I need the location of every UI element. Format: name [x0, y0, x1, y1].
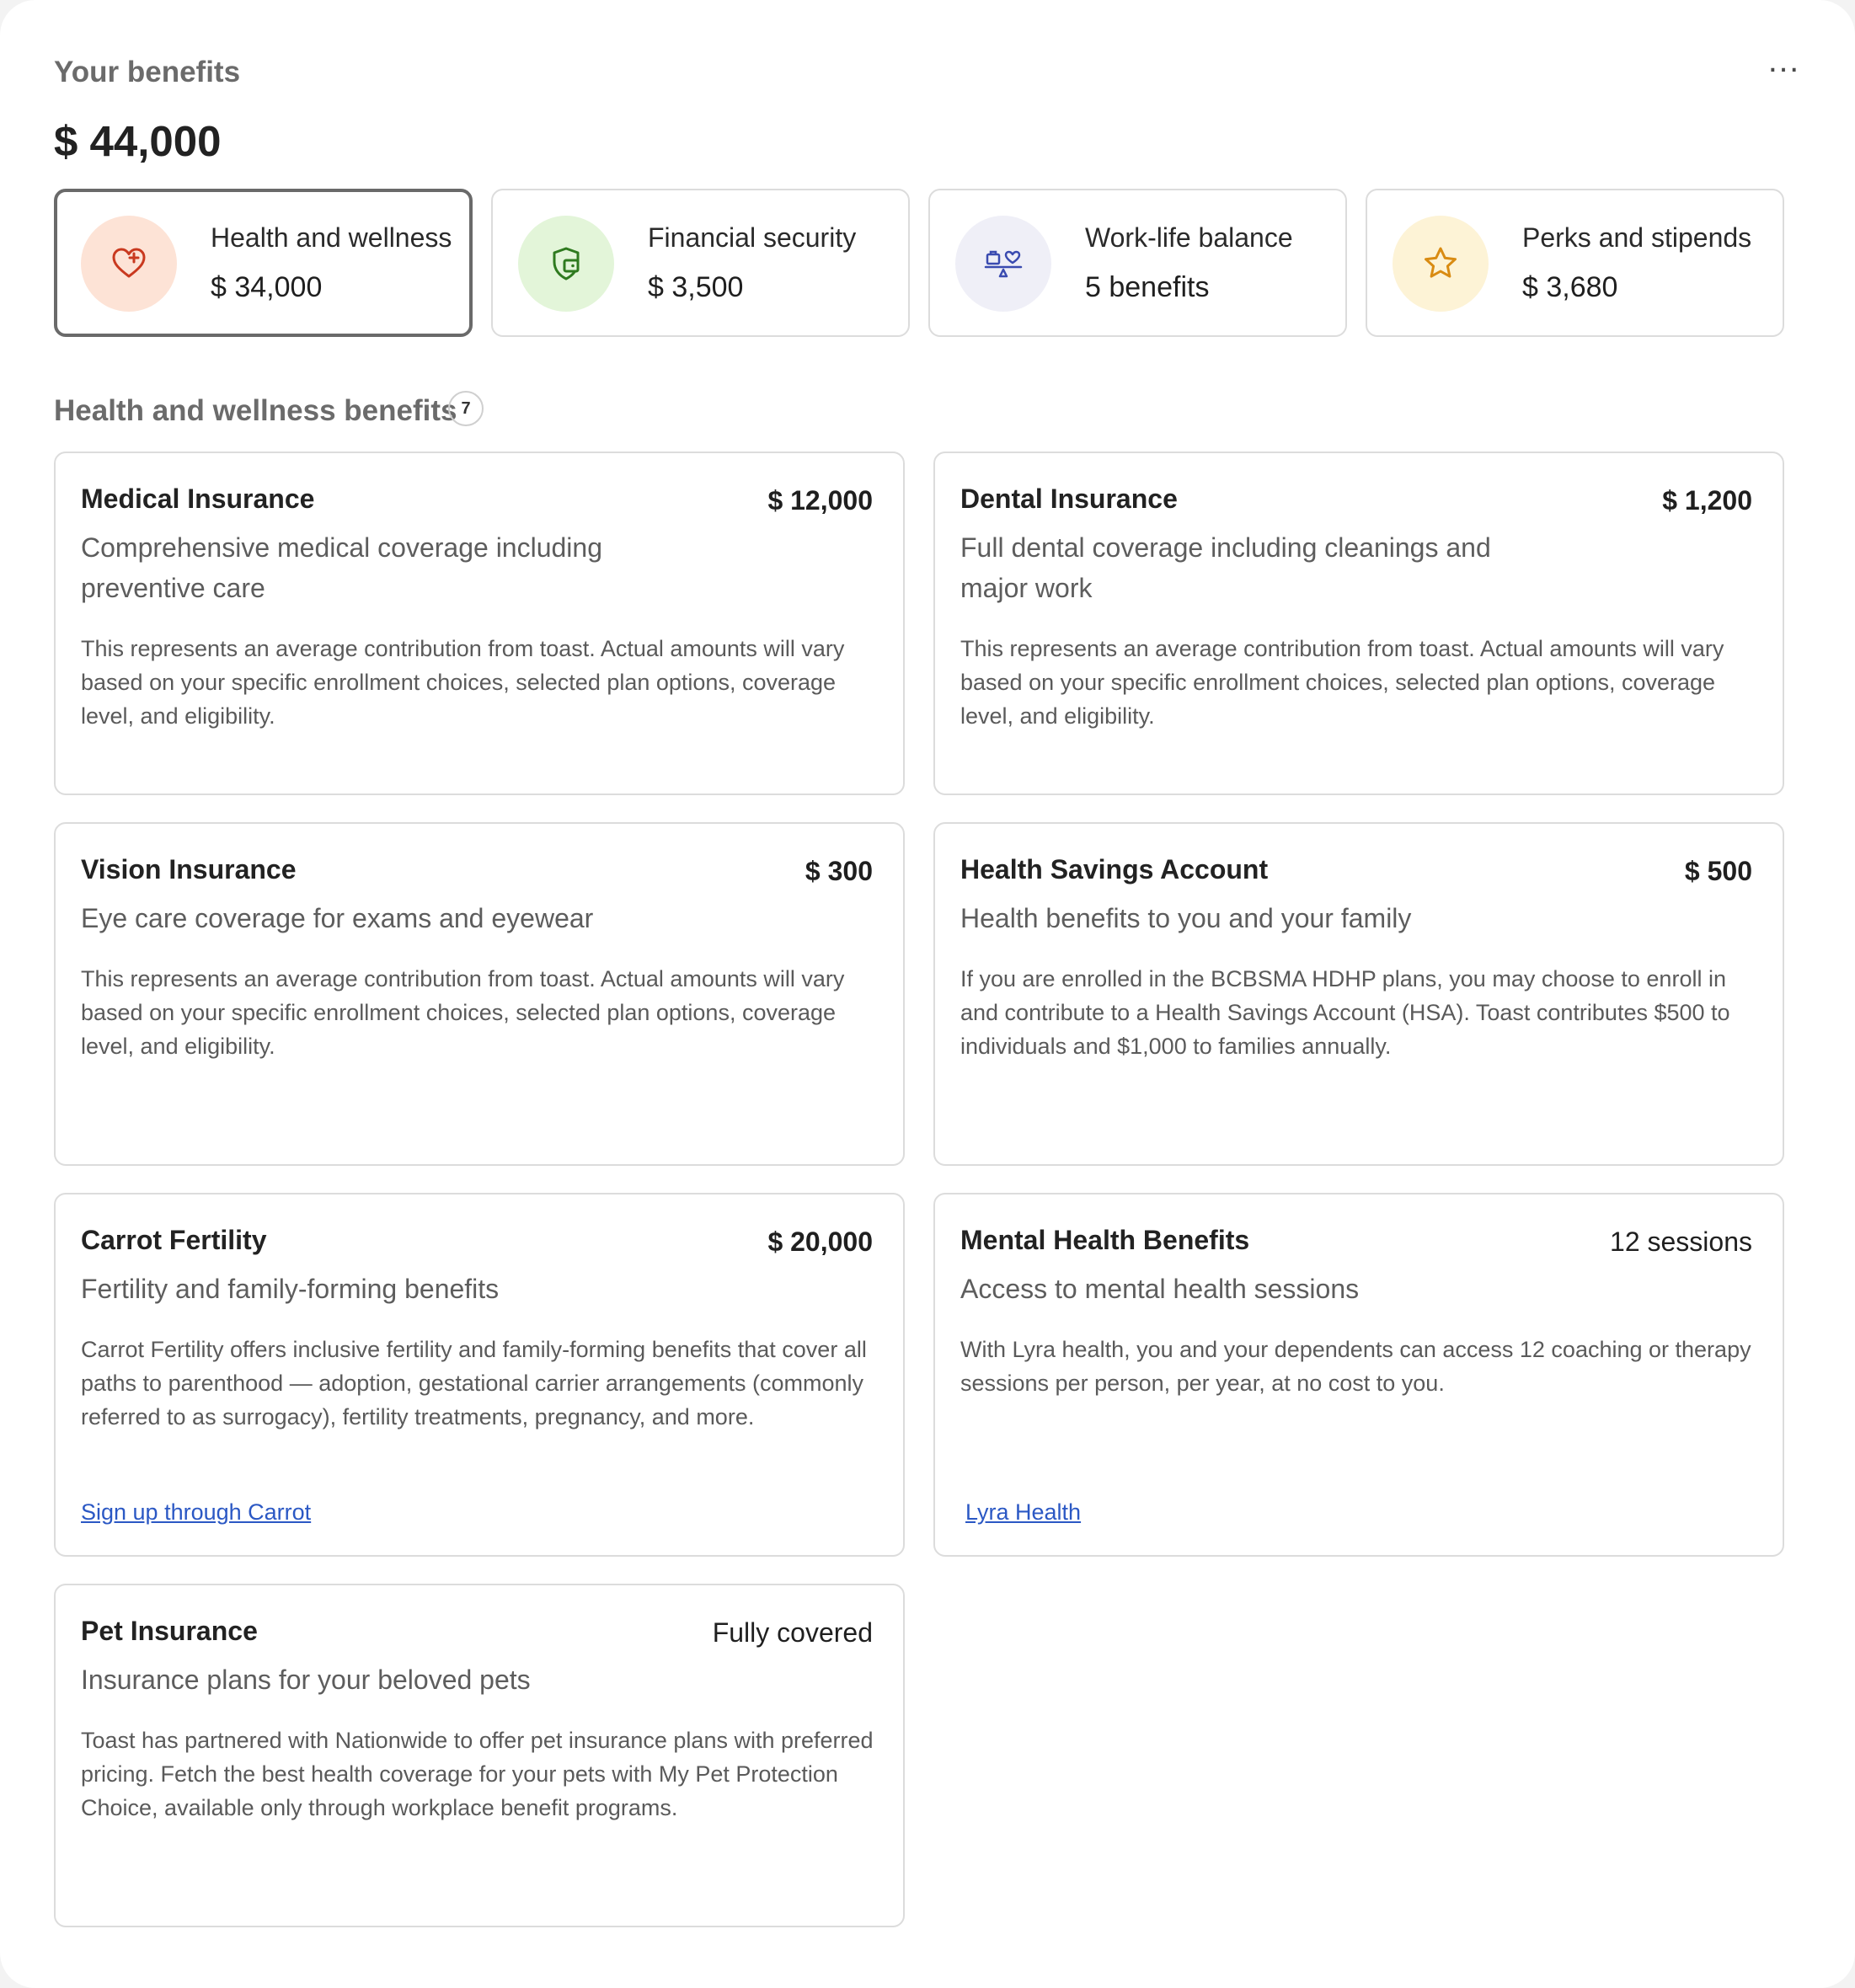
category-value: $ 3,500 — [648, 271, 744, 303]
benefit-name: Carrot Fertility — [81, 1225, 267, 1255]
benefit-amount: $ 1,200 — [1662, 485, 1752, 516]
category-label: Health and wellness — [211, 222, 452, 253]
benefit-card-carrot-fertility — [54, 1193, 905, 1557]
benefit-card-pet-insurance — [54, 1584, 905, 1927]
benefit-card-dental-insurance — [933, 452, 1784, 795]
balance-scale-icon — [955, 216, 1051, 312]
benefit-description: This represents an average contribution from toast. Actual amounts will vary based on your specific enrollment choices, selected plan options, coverage level, and eligibility. — [960, 636, 1724, 729]
benefit-amount: 12 sessions — [1610, 1226, 1752, 1257]
carrot-signup-link[interactable]: Sign up through Carrot — [81, 1499, 312, 1525]
category-label: Perks and stipends — [1522, 222, 1752, 253]
benefit-card-mental-health-benefits — [933, 1193, 1784, 1557]
benefit-subtitle: Insurance plans for your beloved pets — [81, 1665, 531, 1695]
benefit-amount: $ 500 — [1684, 856, 1752, 886]
star-icon — [1393, 216, 1489, 312]
lyra-health-link[interactable]: Lyra Health — [965, 1499, 1082, 1525]
benefit-amount: $ 300 — [805, 856, 873, 886]
benefit-subtitle: Fertility and family-forming benefits — [81, 1274, 500, 1304]
benefit-name: Pet Insurance — [81, 1616, 258, 1646]
category-card-perks-and-stipends[interactable] — [1366, 189, 1784, 337]
benefit-name: Mental Health Benefits — [960, 1225, 1250, 1255]
benefit-count-badge: 7 — [448, 391, 484, 426]
benefit-card-vision-insurance — [54, 822, 905, 1166]
benefit-description: Carrot Fertility offers inclusive fertility and family-forming benefits that cover all paths to parenthood — adoption, gestational carrier arrangements (commonly referred to as surrogacy), fertility treatments, pregnancy, and more. — [81, 1337, 867, 1430]
benefit-name: Dental Insurance — [960, 484, 1178, 514]
benefit-description: If you are enrolled in the BCBSMA HDHP plans, you may choose to enroll in and contribute to a Health Savings Account (HSA). Toast contributes $500 to individuals and $1,000 to families annually. — [960, 966, 1730, 1059]
benefit-description: This represents an average contribution from toast. Actual amounts will vary based on your specific enrollment choices, selected plan options, coverage level, and eligibility. — [81, 966, 845, 1059]
category-value: 5 benefits — [1085, 271, 1210, 303]
total-benefits-value: $ 44,000 — [54, 117, 222, 165]
benefit-subtitle: Health benefits to you and your family — [960, 903, 1412, 933]
category-label: Financial security — [648, 222, 857, 253]
benefit-subtitle: Full dental coverage including cleanings and major work — [960, 532, 1491, 603]
category-card-health-and-wellness[interactable] — [54, 189, 473, 337]
wallet-shield-icon — [518, 216, 614, 312]
benefit-subtitle: Access to mental health sessions — [960, 1274, 1360, 1304]
category-card-work-life-balance[interactable] — [928, 189, 1347, 337]
benefit-name: Medical Insurance — [81, 484, 315, 514]
benefit-amount: Fully covered — [712, 1617, 873, 1648]
benefit-subtitle: Eye care coverage for exams and eyewear — [81, 903, 594, 933]
benefit-amount: $ 20,000 — [767, 1226, 873, 1257]
benefit-name: Health Savings Account — [960, 854, 1269, 884]
category-value: $ 34,000 — [211, 271, 323, 303]
benefit-card-medical-insurance — [54, 452, 905, 795]
section-title: Health and wellness benefits — [54, 394, 457, 427]
page-title: Your benefits — [54, 56, 241, 88]
benefit-description: Toast has partnered with Nationwide to offer pet insurance plans with preferred pricing. Fetch the best health coverage for your pets with My Pet Protection Choice, available only through workplace benefit programs. — [81, 1728, 874, 1820]
category-value: $ 3,680 — [1522, 271, 1618, 303]
benefit-description: This represents an average contribution from toast. Actual amounts will vary based on your specific enrollment choices, selected plan options, coverage level, and eligibility. — [81, 636, 845, 729]
more-options-button[interactable] — [1761, 42, 1808, 79]
category-label: Work-life balance — [1085, 222, 1293, 253]
category-card-financial-security[interactable] — [491, 189, 910, 337]
benefit-card-health-savings-account — [933, 822, 1784, 1166]
heart-plus-icon — [81, 216, 177, 312]
benefit-subtitle: Comprehensive medical coverage including preventive care — [81, 532, 602, 603]
benefit-name: Vision Insurance — [81, 854, 297, 884]
benefit-description: With Lyra health, you and your dependents can access 12 coaching or therapy sessions per person, per year, at no cost to you. — [960, 1337, 1751, 1396]
more-options-icon: … — [1767, 42, 1802, 79]
benefit-amount: $ 12,000 — [767, 485, 873, 516]
